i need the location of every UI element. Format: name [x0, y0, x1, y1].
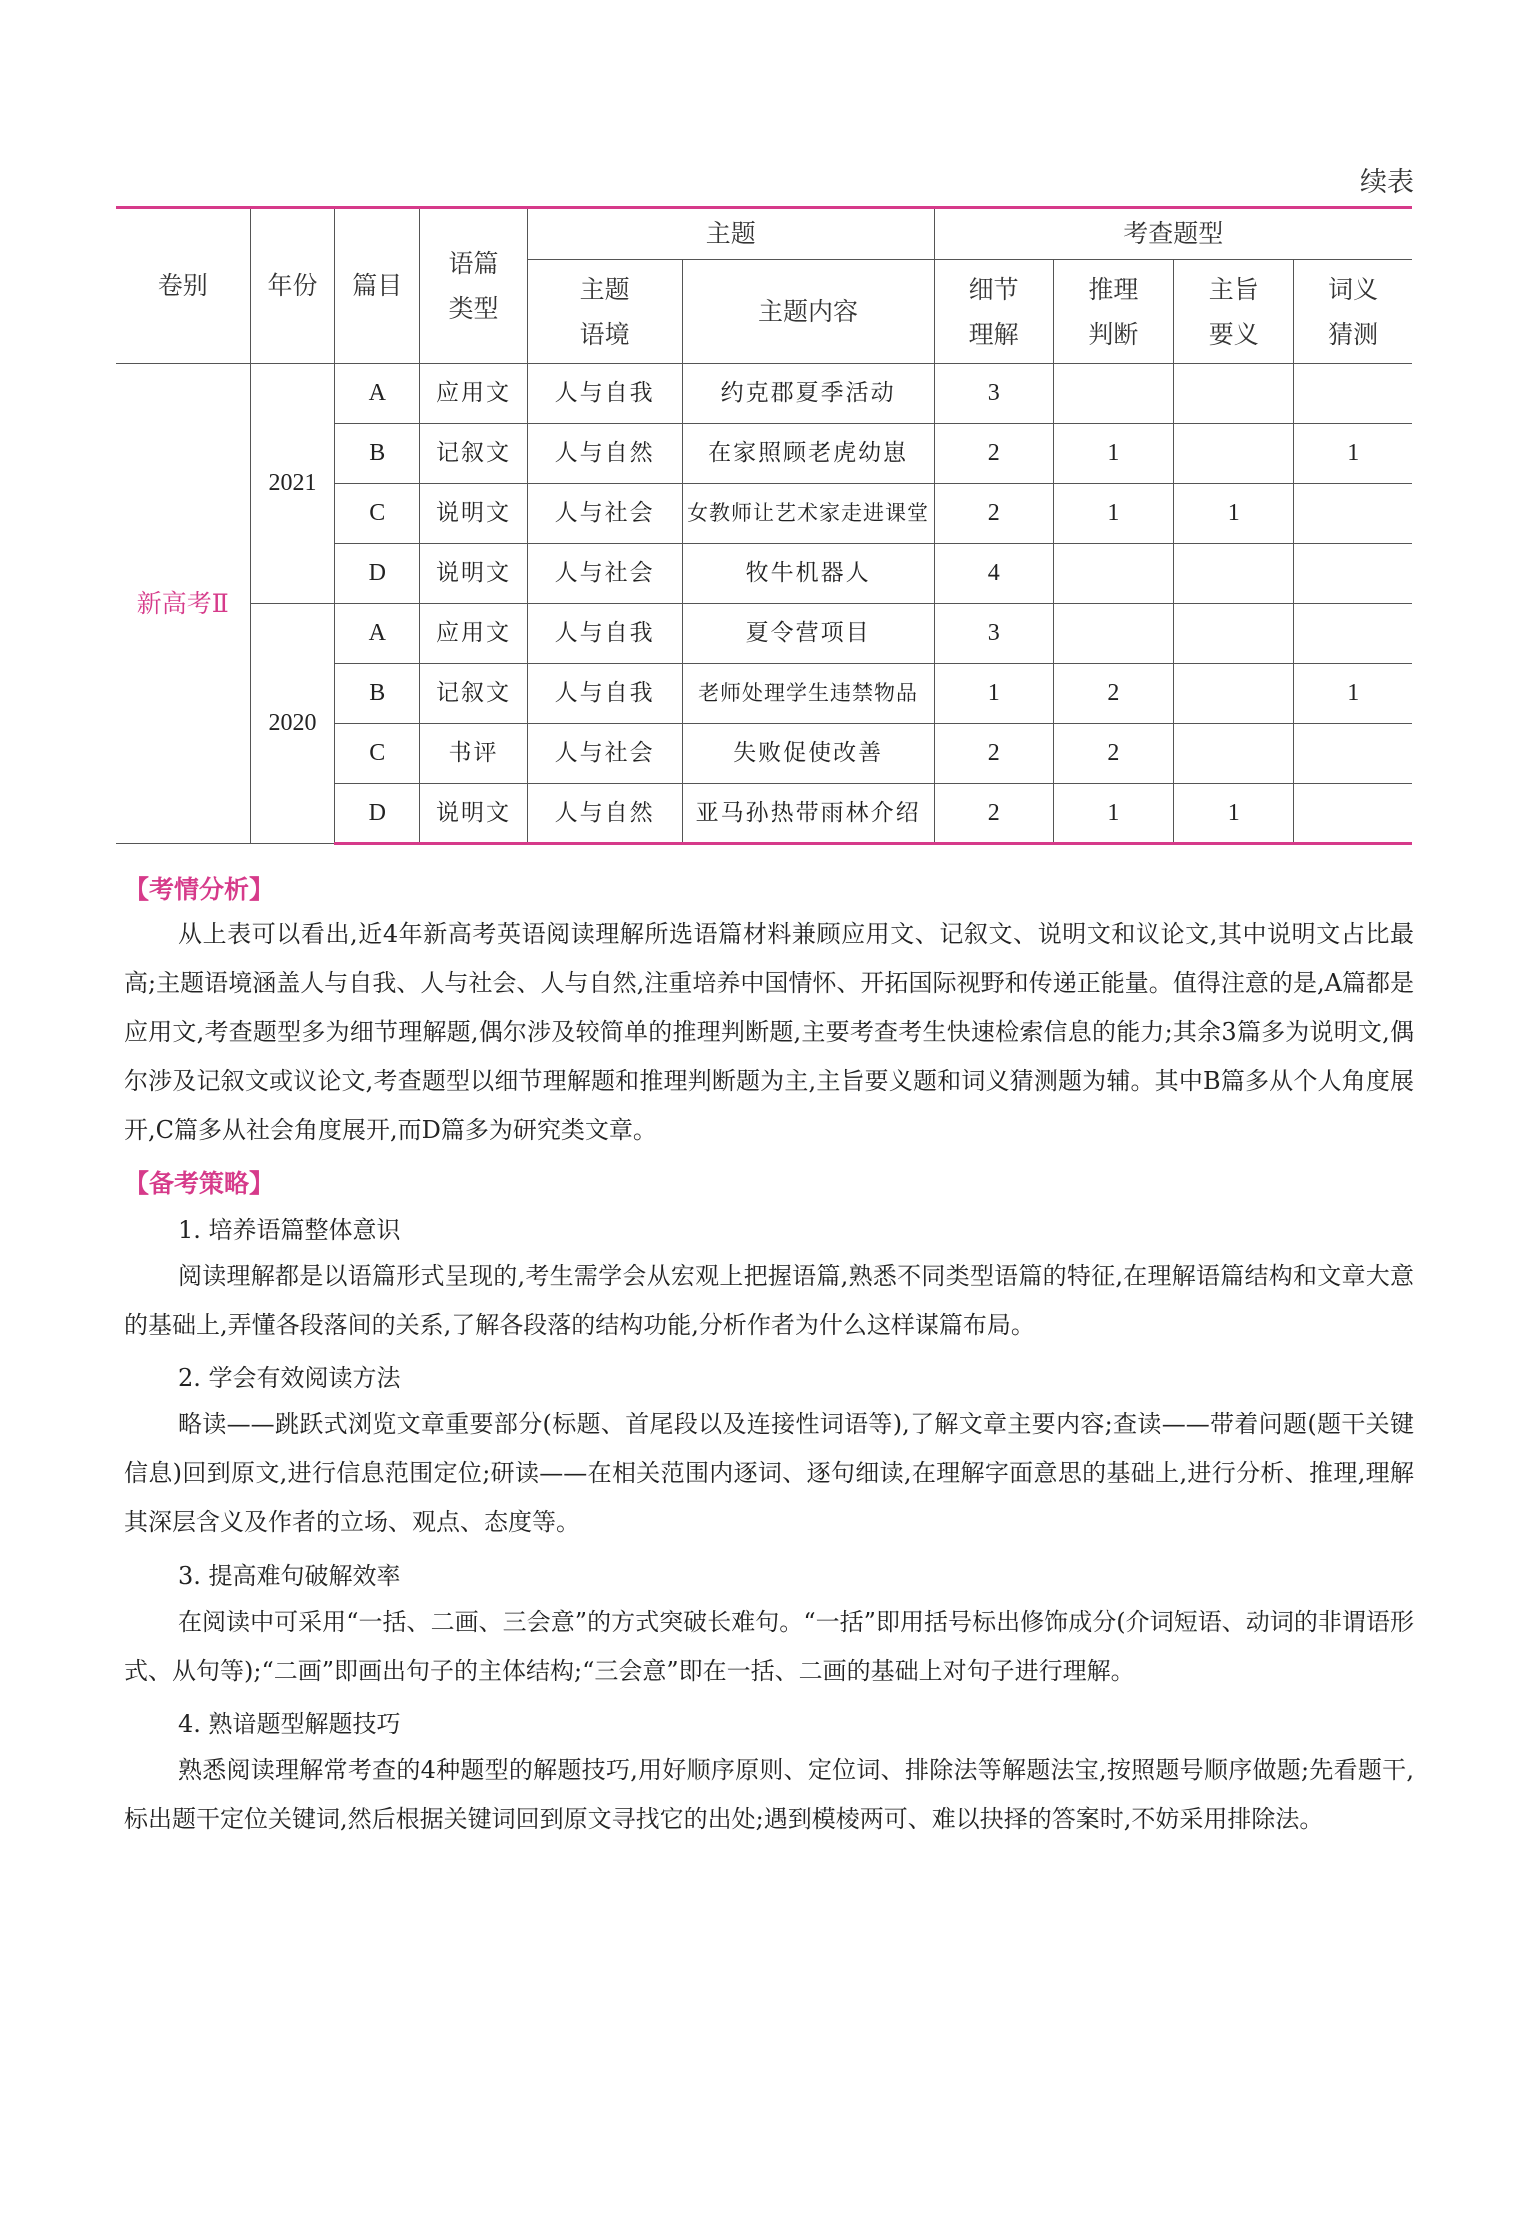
header-main-idea-label: 主旨要义	[1208, 274, 1259, 349]
passage-cell: C	[335, 724, 420, 784]
passage-cell: A	[335, 604, 420, 664]
content-cell: 夏令营项目	[682, 604, 934, 664]
strategy-item-title: 4. 熟谙题型解题技巧	[178, 1710, 401, 1738]
content-cell: 老师处理学生违禁物品	[682, 664, 934, 724]
strategy-item-body	[124, 1746, 1414, 1844]
header-passage: 篇目	[335, 208, 420, 364]
context-cell: 人与社会	[527, 724, 682, 784]
main-idea-cell	[1174, 544, 1294, 604]
strategy-item-title: 2. 学会有效阅读方法	[178, 1364, 401, 1392]
continued-label: 续表	[1360, 167, 1414, 198]
strategy-item-title: 3. 提高难句破解效率	[178, 1562, 401, 1590]
header-detail	[934, 260, 1053, 364]
inference-cell: 1	[1053, 784, 1173, 844]
header-theme-context-label: 主题语境	[579, 274, 630, 349]
header-inference-label: 推理判断	[1088, 274, 1139, 349]
content-cell: 约克郡夏季活动	[682, 364, 934, 424]
detail-cell: 2	[934, 484, 1053, 544]
table-row	[116, 604, 1412, 664]
detail-cell: 3	[934, 604, 1053, 664]
word-guess-cell: 1	[1294, 424, 1412, 484]
header-paper: 卷别	[116, 208, 250, 364]
passage-cell: B	[335, 664, 420, 724]
context-cell: 人与自然	[527, 424, 682, 484]
context-cell: 人与自我	[527, 604, 682, 664]
detail-cell: 2	[934, 724, 1053, 784]
passage-cell: C	[335, 484, 420, 544]
main-idea-cell: 1	[1174, 784, 1294, 844]
genre-cell: 说明文	[420, 544, 528, 604]
passage-cell: D	[335, 784, 420, 844]
context-cell: 人与社会	[527, 544, 682, 604]
header-theme-group: 主题	[527, 208, 934, 260]
main-idea-cell	[1174, 724, 1294, 784]
exam-table	[116, 206, 1412, 845]
inference-cell: 2	[1053, 724, 1173, 784]
word-guess-cell: 1	[1294, 664, 1412, 724]
header-theme-content: 主题内容	[682, 260, 934, 364]
inference-cell: 1	[1053, 424, 1173, 484]
header-theme-context	[527, 260, 682, 364]
inference-cell: 2	[1053, 664, 1173, 724]
genre-cell: 说明文	[420, 784, 528, 844]
main-idea-cell: 1	[1174, 484, 1294, 544]
genre-cell: 说明文	[420, 484, 528, 544]
header-inference	[1053, 260, 1173, 364]
content-cell: 亚马孙热带雨林介绍	[682, 784, 934, 844]
passage-cell: A	[335, 364, 420, 424]
strategy-paragraph: 略读——跳跃式浏览文章重要部分(标题、首尾段以及连接性词语等),了解文章主要内容;查读——带着问题(题干关键信息)回到原文,进行信息范围定位;研读——在相关范围内逐词、逐句细读,在理解字面意思的基础上,进行分析、推理,理解其深层含义及作者的立场、观点、态度等。	[124, 1410, 1414, 1536]
header-genre-label: 语篇类型	[448, 249, 499, 323]
year-2020: 2020	[250, 604, 335, 844]
word-guess-cell	[1294, 604, 1412, 664]
content-cell: 牧牛机器人	[682, 544, 934, 604]
strategy-paragraph: 阅读理解都是以语篇形式呈现的,考生需学会从宏观上把握语篇,熟悉不同类型语篇的特征,在理解语篇结构和文章大意的基础上,弄懂各段落间的关系,了解各段落的结构功能,分析作者为什么这样谋篇布局。	[124, 1262, 1414, 1339]
year-2021: 2021	[250, 364, 335, 604]
header-main-idea	[1174, 260, 1294, 364]
detail-cell: 4	[934, 544, 1053, 604]
detail-cell: 1	[934, 664, 1053, 724]
main-idea-cell	[1174, 364, 1294, 424]
word-guess-cell	[1294, 544, 1412, 604]
detail-cell: 2	[934, 424, 1053, 484]
table-row	[116, 364, 1412, 424]
context-cell: 人与自然	[527, 784, 682, 844]
analysis-heading: 【考情分析】	[124, 875, 275, 904]
strategy-item-body	[124, 1400, 1414, 1547]
context-cell: 人与社会	[527, 484, 682, 544]
strategy-heading: 【备考策略】	[124, 1169, 275, 1198]
strategy-paragraph: 熟悉阅读理解常考查的4种题型的解题技巧,用好顺序原则、定位词、排除法等解题法宝,按照题号顺序做题;先看题干,标出题干定位关键词,然后根据关键词回到原文寻找它的出处;遇到模棱两可、难以抉择的答案时,不妨采用排除法。	[124, 1756, 1414, 1833]
detail-cell: 2	[934, 784, 1053, 844]
header-genre	[420, 208, 528, 364]
strategy-item-body	[124, 1598, 1414, 1696]
genre-cell: 记叙文	[420, 424, 528, 484]
header-year: 年份	[250, 208, 335, 364]
genre-cell: 应用文	[420, 364, 528, 424]
main-idea-cell	[1174, 664, 1294, 724]
genre-cell: 应用文	[420, 604, 528, 664]
passage-cell: B	[335, 424, 420, 484]
header-word-guess-label: 词义猜测	[1328, 274, 1379, 349]
genre-cell: 书评	[420, 724, 528, 784]
header-detail-label: 细节理解	[968, 274, 1019, 349]
header-word-guess	[1294, 260, 1412, 364]
inference-cell	[1053, 604, 1173, 664]
word-guess-cell	[1294, 724, 1412, 784]
context-cell: 人与自我	[527, 664, 682, 724]
header-qtype-group: 考查题型	[934, 208, 1412, 260]
paper-name: 新高考Ⅱ	[116, 364, 250, 844]
word-guess-cell	[1294, 364, 1412, 424]
analysis-body	[124, 910, 1414, 1155]
content-cell: 在家照顾老虎幼崽	[682, 424, 934, 484]
word-guess-cell	[1294, 484, 1412, 544]
context-cell: 人与自我	[527, 364, 682, 424]
detail-cell: 3	[934, 364, 1053, 424]
inference-cell: 1	[1053, 484, 1173, 544]
word-guess-cell	[1294, 784, 1412, 844]
passage-cell: D	[335, 544, 420, 604]
analysis-paragraph: 从上表可以看出,近4年新高考英语阅读理解所选语篇材料兼顾应用文、记叙文、说明文和议论文,其中说明文占比最高;主题语境涵盖人与自我、人与社会、人与自然,注重培养中国情怀、开拓国际视野和传递正能量。值得注意的是,A篇都是应用文,考查题型多为细节理解题,偶尔涉及较简单的推理判断题,主要考查考生快速检索信息的能力;其余3篇多为说明文,偶尔涉及记叙文或议论文,考查题型以细节理解题和推理判断题为主,主旨要义题和词义猜测题为辅。其中B篇多从个人角度展开,C篇多从社会角度展开,而D篇多为研究类文章。	[124, 920, 1414, 1144]
strategy-item-title: 1. 培养语篇整体意识	[178, 1216, 401, 1244]
main-idea-cell	[1174, 424, 1294, 484]
inference-cell	[1053, 364, 1173, 424]
content-cell: 失败促使改善	[682, 724, 934, 784]
strategy-item-body	[124, 1252, 1414, 1350]
content-cell: 女教师让艺术家走进课堂	[682, 484, 934, 544]
main-idea-cell	[1174, 604, 1294, 664]
inference-cell	[1053, 544, 1173, 604]
strategy-paragraph: 在阅读中可采用“一括、二画、三会意”的方式突破长难句。“一括”即用括号标出修饰成分(介词短语、动词的非谓语形式、从句等);“二画”即画出句子的主体结构;“三会意”即在一括、二画的基础上对句子进行理解。	[124, 1608, 1414, 1685]
genre-cell: 记叙文	[420, 664, 528, 724]
